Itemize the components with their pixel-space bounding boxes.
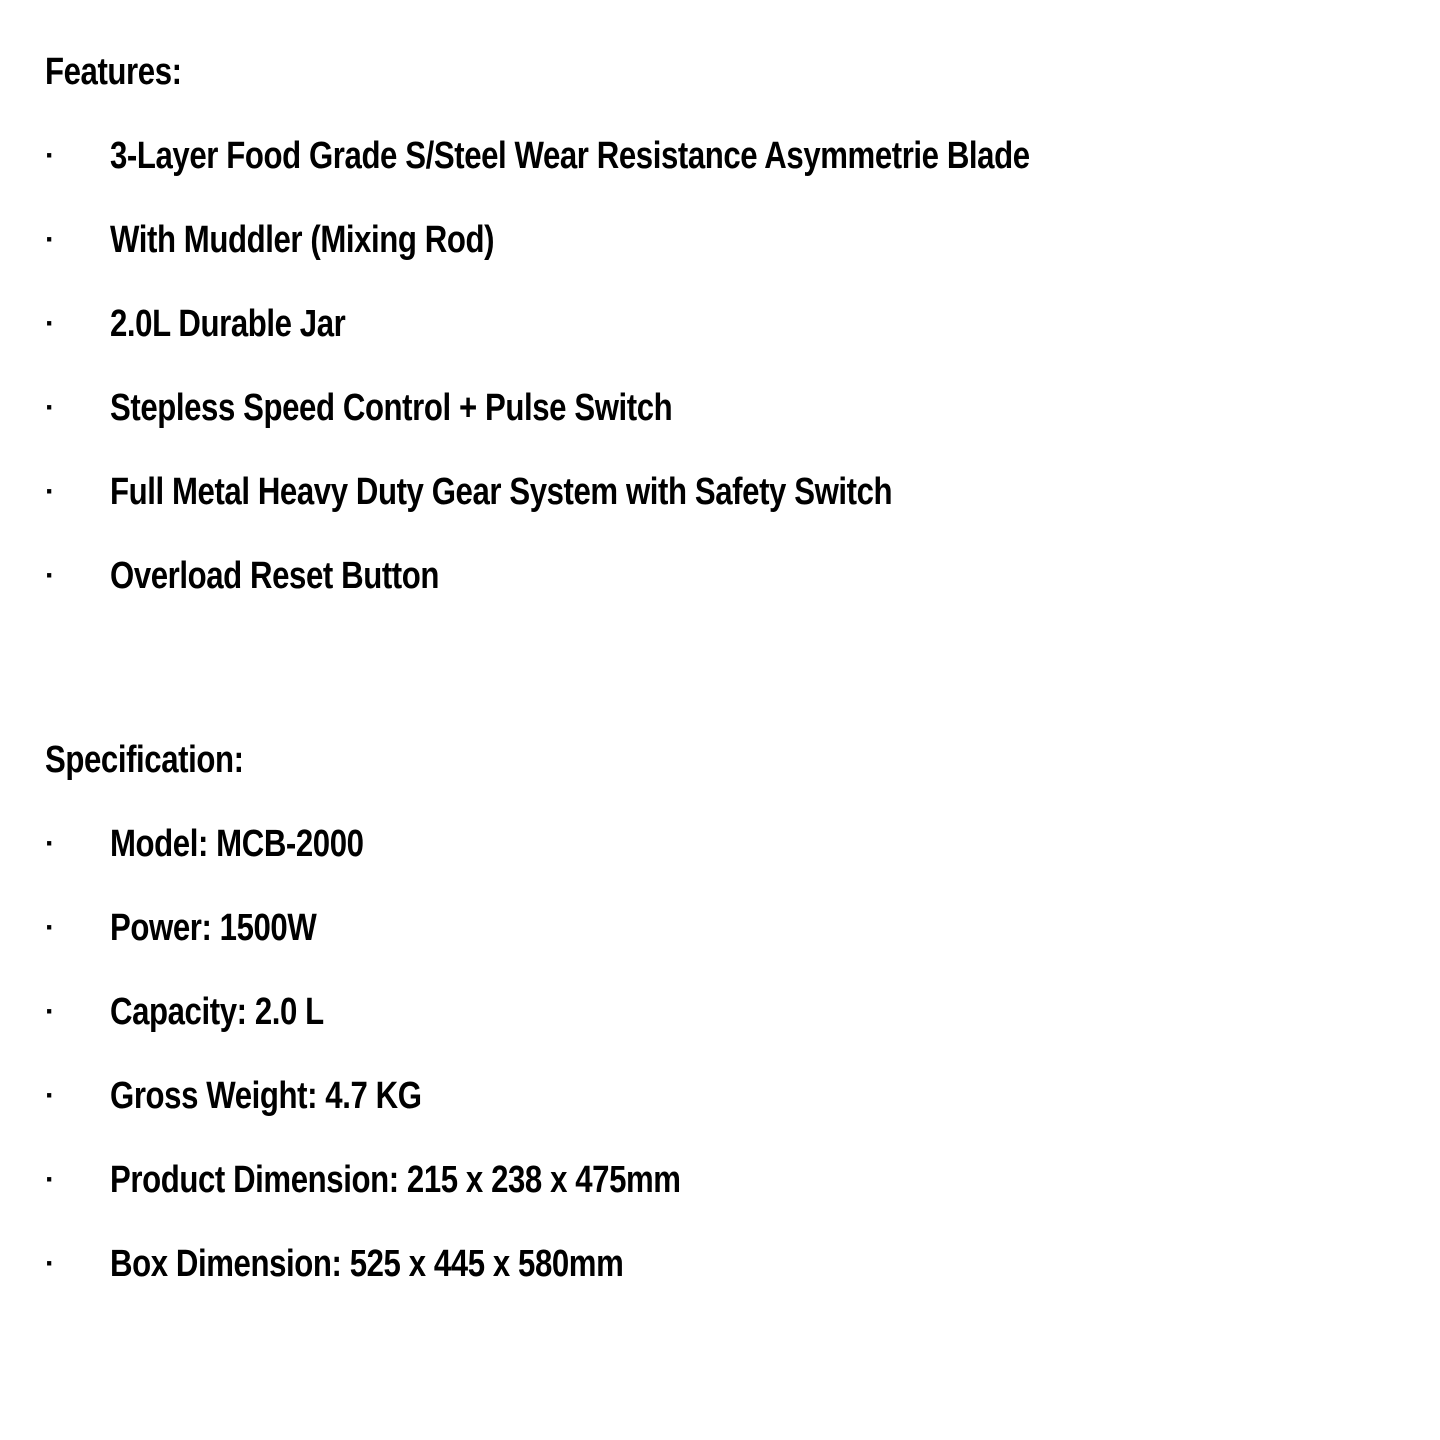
specification-heading <box>45 738 1395 782</box>
feature-list-item <box>45 554 1395 598</box>
features-heading <box>45 50 1395 94</box>
feature-list-item <box>45 302 1395 346</box>
spec-list-item <box>45 906 1395 950</box>
spec-list-item <box>45 1074 1395 1118</box>
features-heading-label: Features: <box>45 51 182 93</box>
spec-item-label <box>110 906 1395 950</box>
spec-list-item <box>45 990 1395 1034</box>
specification-heading-label: Specification: <box>45 739 244 781</box>
specification-list <box>45 822 1395 1286</box>
bullet-dot: · <box>45 307 55 340</box>
feature-list-item <box>45 218 1395 262</box>
feature-list-item <box>45 134 1395 178</box>
spec-item-label <box>110 1158 1395 1202</box>
bullet-dot: · <box>45 1079 55 1112</box>
bullet-dot: · <box>45 1163 55 1196</box>
feature-item-text: 3-Layer Food Grade S/Steel Wear Resistance Asymmetrie Blade <box>110 135 1030 177</box>
feature-item-label <box>110 470 1395 514</box>
feature-item-text: 2.0L Durable Jar <box>110 303 346 345</box>
feature-item-text: Overload Reset Button <box>110 555 440 597</box>
spec-item-label <box>110 990 1395 1034</box>
spec-list-item <box>45 1158 1395 1202</box>
features-list <box>45 134 1395 598</box>
spec-list-item <box>45 822 1395 866</box>
bullet-dot: · <box>45 139 55 172</box>
spec-item-text: Gross Weight: 4.7 KG <box>110 1075 422 1117</box>
bullet-dot: · <box>45 391 55 424</box>
spec-list-item <box>45 1242 1395 1286</box>
spec-item-text: Box Dimension: 525 x 445 x 580mm <box>110 1243 624 1285</box>
bullet-dot: · <box>45 1247 55 1280</box>
feature-item-label <box>110 554 1395 598</box>
spec-item-text: Product Dimension: 215 x 238 x 475mm <box>110 1159 681 1201</box>
feature-item-text: Full Metal Heavy Duty Gear System with Safety Switch <box>110 471 893 513</box>
spec-item-label <box>110 1242 1395 1286</box>
spec-item-label <box>110 822 1395 866</box>
feature-item-label <box>110 134 1395 178</box>
bullet-dot: · <box>45 995 55 1028</box>
spec-item-text: Power: 1500W <box>110 907 317 949</box>
bullet-dot: · <box>45 223 55 256</box>
feature-item-label <box>110 218 1395 262</box>
bullet-dot: · <box>45 475 55 508</box>
bullet-dot: · <box>45 827 55 860</box>
feature-list-item <box>45 470 1395 514</box>
spec-item-text: Model: MCB-2000 <box>110 823 364 865</box>
feature-item-text: Stepless Speed Control + Pulse Switch <box>110 387 673 429</box>
spec-item-text: Capacity: 2.0 L <box>110 991 324 1033</box>
spec-item-label <box>110 1074 1395 1118</box>
feature-item-text: With Muddler (Mixing Rod) <box>110 219 495 261</box>
bullet-dot: · <box>45 559 55 592</box>
feature-item-label <box>110 302 1395 346</box>
feature-list-item <box>45 386 1395 430</box>
bullet-dot: · <box>45 911 55 944</box>
feature-item-label <box>110 386 1395 430</box>
